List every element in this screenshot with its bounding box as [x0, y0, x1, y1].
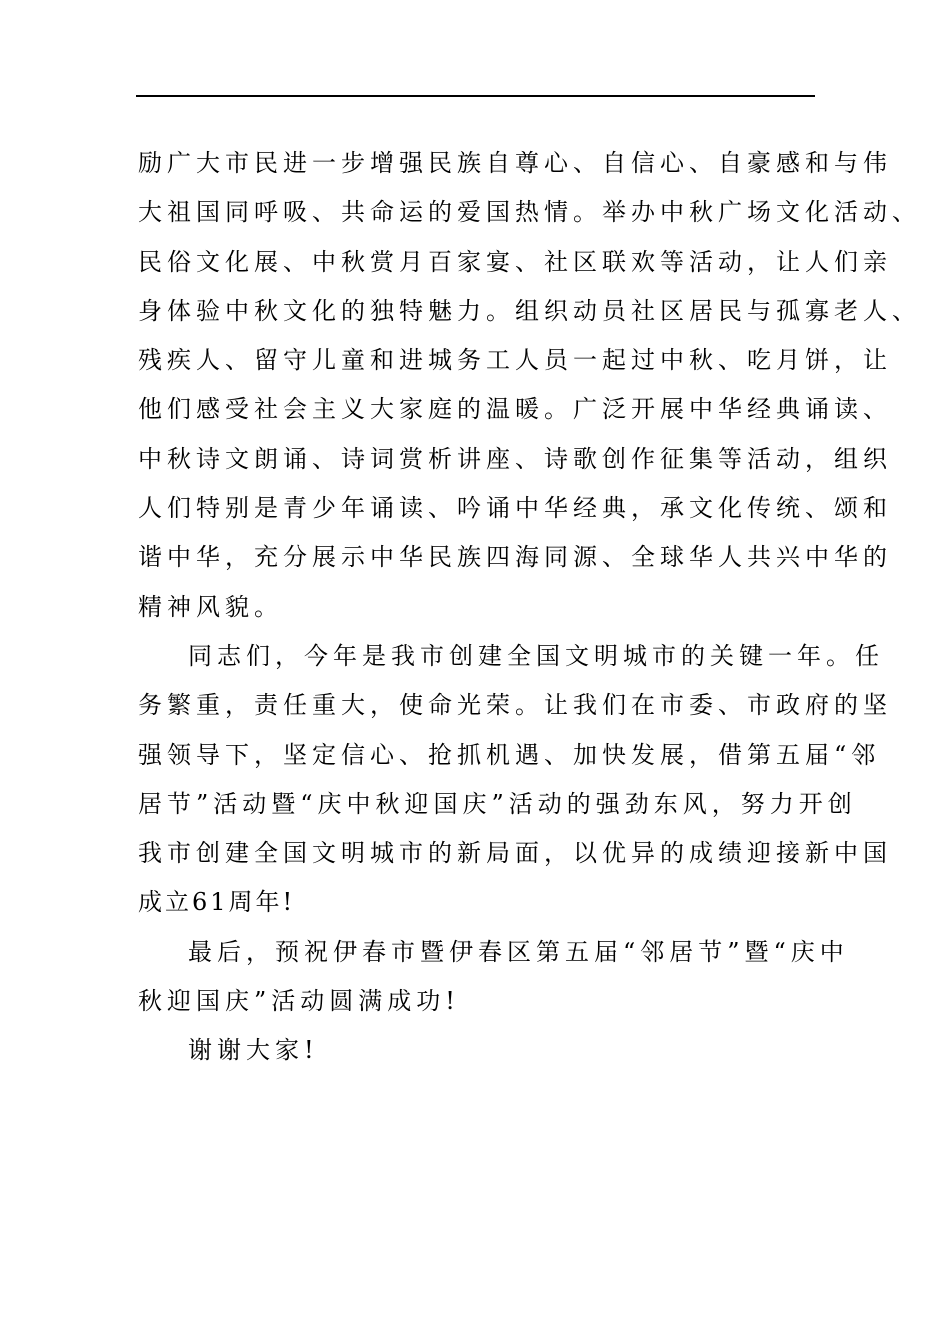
text-line: 谐中华，充分展示中华民族四海同源、全球华人共兴中华的 — [138, 543, 892, 572]
document-body — [138, 139, 921, 1076]
text-line: 我市创建全国文明城市的新局面，以优异的成绩迎接新中国 — [138, 839, 892, 868]
text-line: 大祖国同呼吸、共命运的爱国热情。举办中秋广场文化活动、 — [138, 198, 921, 227]
text-line: 同志们，今年是我市创建全国文明城市的关键一年。任 — [188, 641, 884, 670]
text-line: 成立61周年! — [138, 888, 296, 917]
text-line: 人们特别是青少年诵读、吟诵中华经典，承文化传统、颂和 — [138, 494, 892, 523]
text-line: 中秋诗文朗诵、诗词赏析讲座、诗歌创作征集等活动，组织 — [138, 444, 892, 473]
text-line: 励广大市民进一步增强民族自尊心、自信心、自豪感和与伟 — [138, 149, 892, 177]
paragraph-1 — [138, 139, 921, 632]
paragraph-2 — [138, 632, 892, 928]
text-line: 谢谢大家! — [188, 1036, 319, 1065]
text-line: 精神风貌。 — [138, 592, 283, 621]
header-rule — [136, 95, 815, 97]
text-line: 他们感受社会主义大家庭的温暖。广泛开展中华经典诵读、 — [138, 395, 892, 424]
paragraph-4 — [138, 1026, 838, 1075]
text-line: 身体验中秋文化的独特魅力。组织动员社区居民与孤寡老人、 — [138, 296, 921, 325]
text-line: 最后，预祝伊春市暨伊春区第五届“邻居节”暨“庆中 — [188, 937, 849, 966]
text-line: 居节”活动暨“庆中秋迎国庆”活动的强劲东风，努力开创 — [138, 789, 857, 818]
text-line: 民俗文化展、中秋赏月百家宴、社区联欢等活动，让人们亲 — [138, 247, 892, 276]
paragraph-3 — [138, 928, 849, 1027]
text-line: 残疾人、留守儿童和进城务工人员一起过中秋、吃月饼，让 — [138, 346, 892, 375]
text-line: 强领导下，坚定信心、抢抓机遇、加快发展，借第五届“邻 — [138, 740, 881, 769]
text-line: 务繁重，责任重大，使命光荣。让我们在市委、市政府的坚 — [138, 691, 892, 720]
text-line: 秋迎国庆”活动圆满成功! — [138, 987, 460, 1016]
